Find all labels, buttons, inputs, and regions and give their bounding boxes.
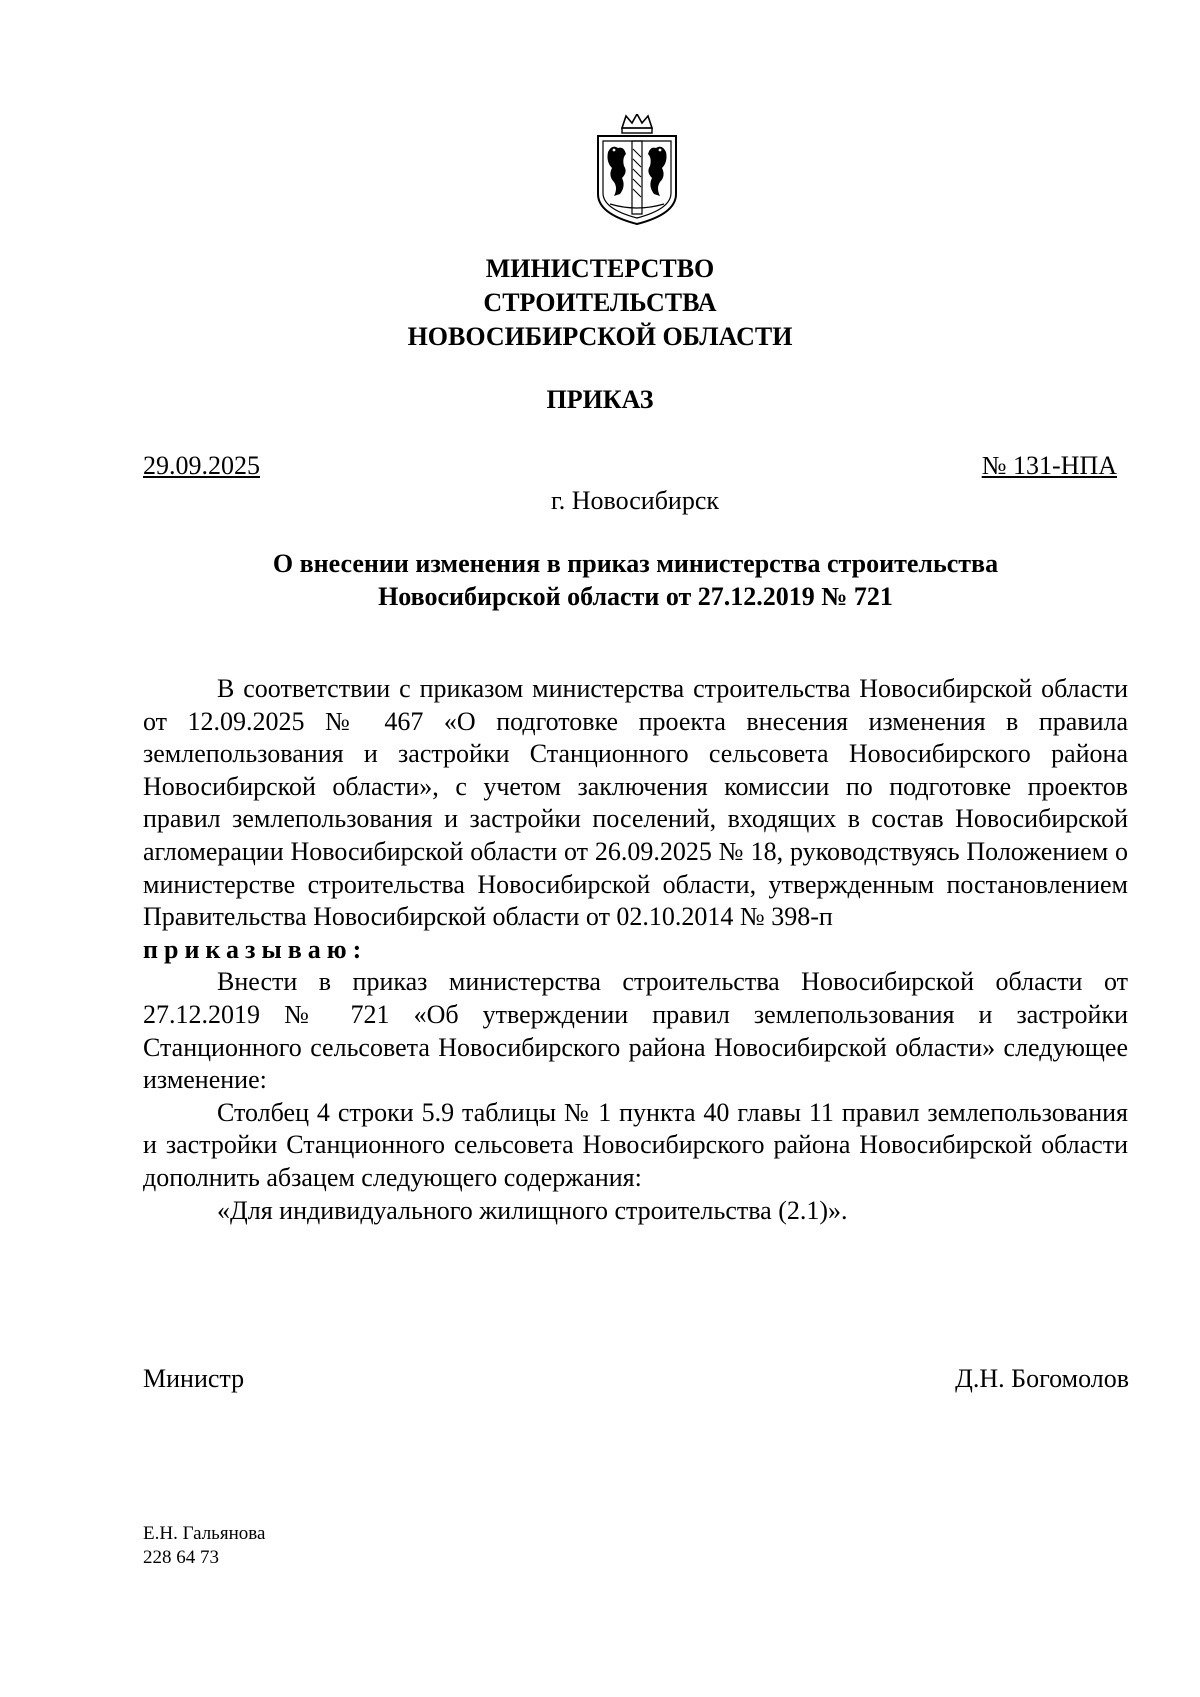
city-name: г. Новосибирск [550,486,720,515]
order-subject-line-1: О внесении изменения в приказ министерства строительства [272,549,999,578]
document-type-title: ПРИКАЗ [546,385,654,414]
executor-phone: 228 64 73 [143,1547,219,1568]
order-body [143,673,1128,1227]
preamble-paragraph: В соответствии с приказом министерства строительства Новосибирской области от 12.09.2025 № 467 «О подготовке проекта внесения изменения в правила землепользования и застройки Станционного сельсовета Новосибирского района Новосибирской области», с учетом заключения комиссии по подготовке проектов правил землепользования и застройки поселений, входящих в состав Новосибирской агломерации Новосибирской области от 26.09.2025 № 18, руководствуясь Положением о министерстве строительства Новосибирской области, утвержденным постановлением Правительства Новосибирской области от 02.10.2014 № 398-п [143,674,1128,932]
order-subject-line-2: Новосибирской области от 27.12.2019 № 721 [378,582,893,611]
ministry-name [0,252,1200,354]
executor-info [143,1522,265,1570]
order-number: № 131-НПА [981,451,1117,480]
executor-name: Е.Н. Гальянова [143,1523,266,1544]
order-paragraph-1: Внести в приказ министерства строительства Новосибирской области от 27.12.2019 № 721 «Об утверждении правил землепользования и застройки Станционного сельсовета Новосибирского района Новосибирской области» следующее изменение: [143,967,1128,1095]
ministry-name-line-2: СТРОИТЕЛЬСТВА [483,288,717,317]
order-paragraph-2: Столбец 4 строки 5.9 таблицы № 1 пункта 40 главы 11 правил землепользования и застройки Станционного сельсовета Новосибирского района Новосибирской области дополнить абзацем следующего содержания: [143,1097,1128,1192]
order-word: приказываю: [143,934,368,964]
signatory-position: Министр [143,1364,245,1393]
novosibirsk-coat-of-arms-icon [592,114,682,226]
order-paragraph-3: «Для индивидуального жилищного строительства (2.1)». [217,1195,848,1225]
signatory-name: Д.Н. Богомолов [955,1364,1129,1393]
ministry-name-line-3: НОВОСИБИРСКОЙ ОБЛАСТИ [407,322,793,351]
order-subject [143,547,1128,613]
order-date: 29.09.2025 [143,451,260,480]
ministry-name-line-1: МИНИСТЕРСТВО [485,254,715,283]
